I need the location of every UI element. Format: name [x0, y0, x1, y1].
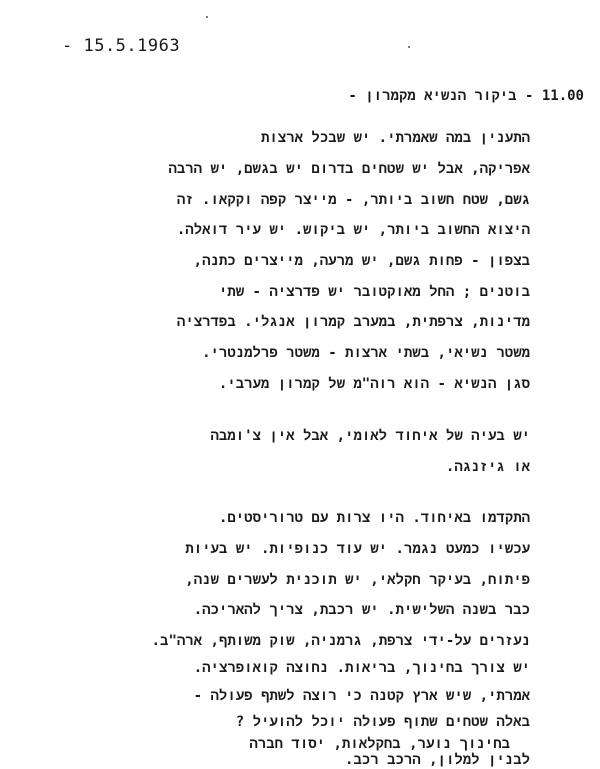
body-line: סגן הנשיא - הוא רוה"מ של קמרון מערבי.: [218, 376, 530, 392]
body-line: לבנין למלון, הרכב רכב.: [345, 752, 530, 768]
body-line: בחינוך נוער, בחקלאות, יסוד חברה: [249, 736, 510, 752]
body-line: כבר בשנה השלישית. יש רכבת, צריך להאריכה.: [193, 602, 530, 618]
body-line: משטר נשיאי, בשתי ארצות - משטר פרלמנטרי.: [202, 345, 530, 361]
body-line: בצפון - פחות גשם, יש מרעה, מייצרים כתנה,: [193, 253, 530, 269]
body-line: אמרתי, שיש ארץ קטנה כי רוצה לשתף פעולה -: [193, 688, 530, 704]
body-line: יש צורך בחינוך, בריאות. נחוצה קואופרציה.: [193, 660, 530, 676]
body-line: בוטנים ; החל מאוקטובר יש פדרציה - שתי: [218, 284, 530, 300]
body-line: עכשיו כמעט נגמר. יש עוד כנופיות. יש בעיות: [185, 541, 530, 557]
body-line: נעזרים על-ידי צרפת, גרמניה, שוק משותף, ארה"ב.: [151, 633, 530, 649]
body-line: או גיזנגה.: [445, 459, 530, 475]
body-line: פיתוח, בעיקר חקלאי, יש תוכנית לעשרים שנה,: [185, 572, 530, 588]
paper-speck: [408, 46, 410, 48]
body-line: מדינות, צרפתית, במערב קמרון אנגלי. בפדרציה: [176, 314, 530, 330]
document-date: - 15.5.1963: [62, 36, 181, 56]
body-line: גשם, שטח חשוב ביותר, - מייצר קפה וקקאו. זה: [176, 192, 530, 208]
meeting-heading: 11.00 - ביקור הנשיא מקמרון -: [348, 88, 584, 104]
body-line: התענין במה שאמרתי. יש שבכל ארצות: [260, 130, 530, 146]
paper-speck: [206, 16, 208, 18]
body-line: באלה שטחים שתוף פעולה יוכל להועיל ?: [235, 714, 530, 730]
body-line: יש בעיה של איחוד לאומי, אבל אין צ'ומבה: [210, 428, 530, 444]
body-line: היצוא החשוב ביותר, יש ביקוש. יש עיר דואלה.: [176, 222, 530, 238]
body-line: אפריקה, אבל יש שטחים בדרום יש בגשם, יש הרבה: [168, 161, 530, 177]
body-line: התקדמו באיחוד. היו צרות עם טרוריסטים.: [218, 510, 530, 526]
